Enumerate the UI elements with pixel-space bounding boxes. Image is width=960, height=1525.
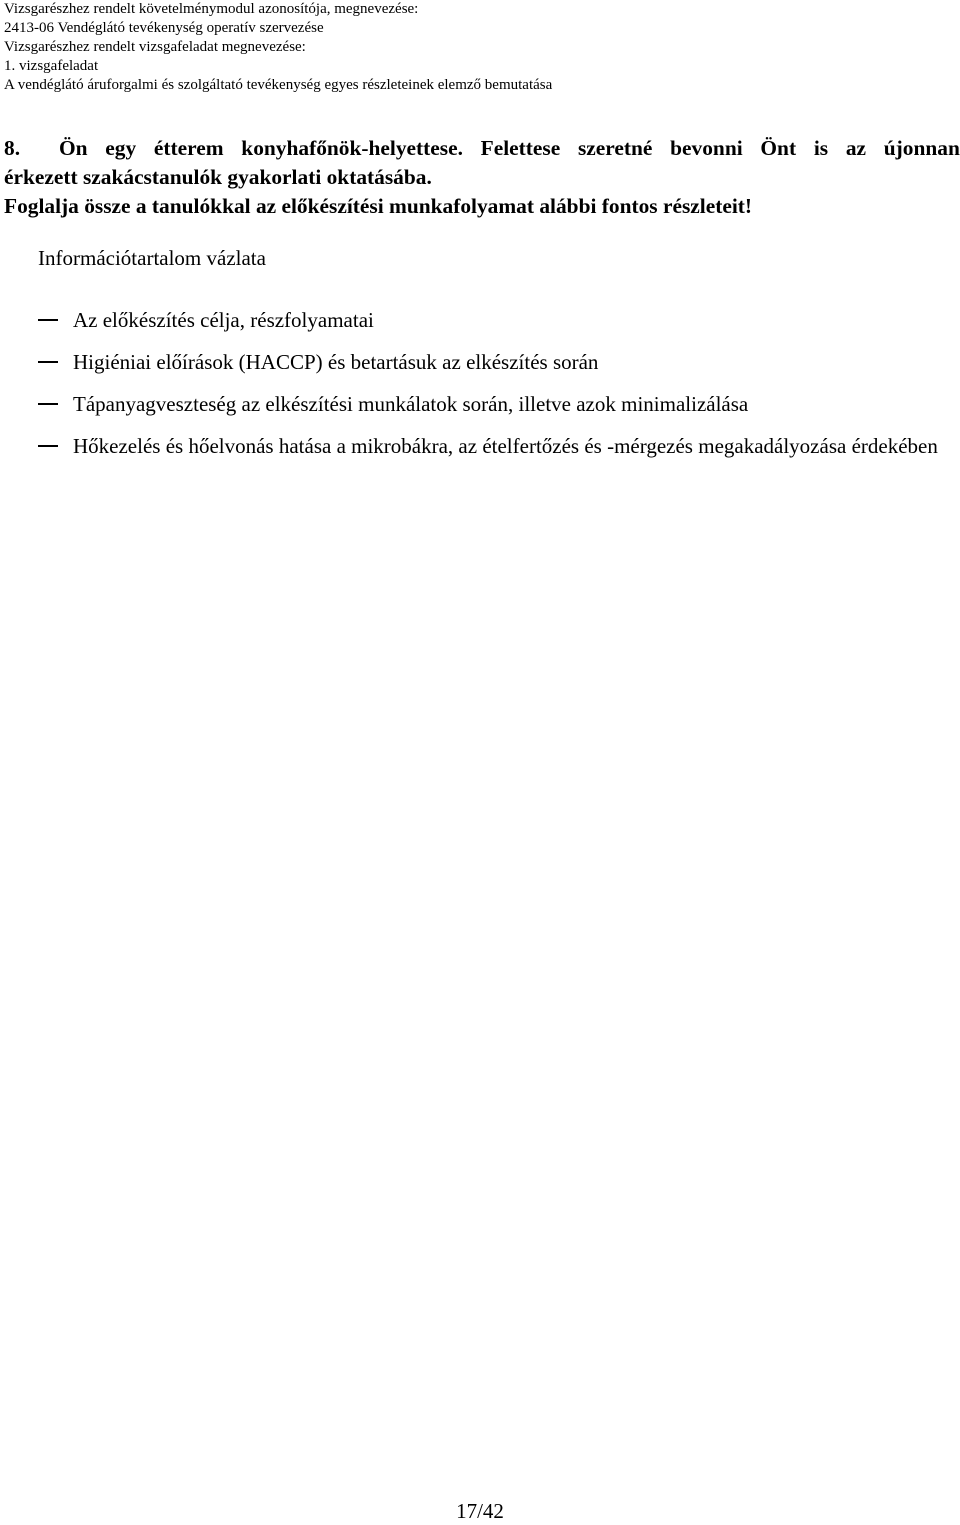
task-line-3: Foglalja össze a tanulókkal az előkészítési munkafolyamat alábbi fontos részleteit! bbox=[4, 194, 753, 218]
task-word: újonnan bbox=[883, 136, 960, 160]
list-item-text: Tápanyagveszteség az elkészítési munkálatok során, illetve azok minimalizálása bbox=[73, 392, 749, 416]
dash-bullet-icon bbox=[38, 361, 58, 363]
task-word: Önt bbox=[760, 136, 797, 160]
header-exam-task-number: 1. vizsgafeladat bbox=[4, 58, 99, 74]
list-item-text: Az előkészítés célja, részfolyamatai bbox=[73, 308, 374, 332]
list-item bbox=[38, 425, 960, 467]
task-word: egy bbox=[105, 136, 137, 160]
dash-bullet-icon bbox=[38, 319, 58, 321]
list-item-text: Hőkezelés és hőelvonás hatása a mikrobákra, az ételfertőzés és -mérgezés megakadályozása érdekében bbox=[73, 434, 938, 458]
list-item bbox=[38, 341, 960, 383]
header-module-name: 2413-06 Vendéglátó tevékenység operatív szervezése bbox=[4, 20, 324, 36]
task-word: is bbox=[813, 136, 829, 160]
task-statement bbox=[4, 134, 960, 221]
task-word: konyhafőnök-helyettese. bbox=[241, 136, 463, 160]
document-header bbox=[4, 0, 954, 95]
outline-title: Információtartalom vázlata bbox=[38, 246, 266, 270]
task-word: szeretné bbox=[577, 136, 653, 160]
task-word: bevonni bbox=[670, 136, 743, 160]
header-exam-task-name: A vendéglátó áruforgalmi és szolgáltató tevékenység egyes részleteinek elemző bemutatása bbox=[4, 77, 553, 93]
task-word: étterem bbox=[153, 136, 224, 160]
dash-bullet-icon bbox=[38, 445, 58, 447]
task-word: Ön bbox=[59, 136, 88, 160]
list-item bbox=[38, 299, 960, 341]
task-line-1 bbox=[4, 134, 960, 163]
task-number: 8. bbox=[4, 136, 21, 160]
page-number: 17/42 bbox=[456, 1499, 504, 1523]
task-line-1-words bbox=[59, 134, 960, 163]
dash-bullet-icon bbox=[38, 403, 58, 405]
list-item-text: Higiéniai előírások (HACCP) és betartásuk az elkészítés során bbox=[73, 350, 599, 374]
header-module-label: Vizsgarészhez rendelt követelménymodul azonosítója, megnevezése: bbox=[4, 1, 419, 17]
list-item bbox=[38, 383, 960, 425]
task-word: az bbox=[845, 136, 867, 160]
header-exam-task-label: Vizsgarészhez rendelt vizsgafeladat megnevezése: bbox=[4, 39, 306, 55]
task-word: Felettese bbox=[480, 136, 561, 160]
task-line-2: érkezett szakácstanulók gyakorlati oktatásába. bbox=[4, 165, 432, 189]
outline-list bbox=[38, 299, 960, 467]
